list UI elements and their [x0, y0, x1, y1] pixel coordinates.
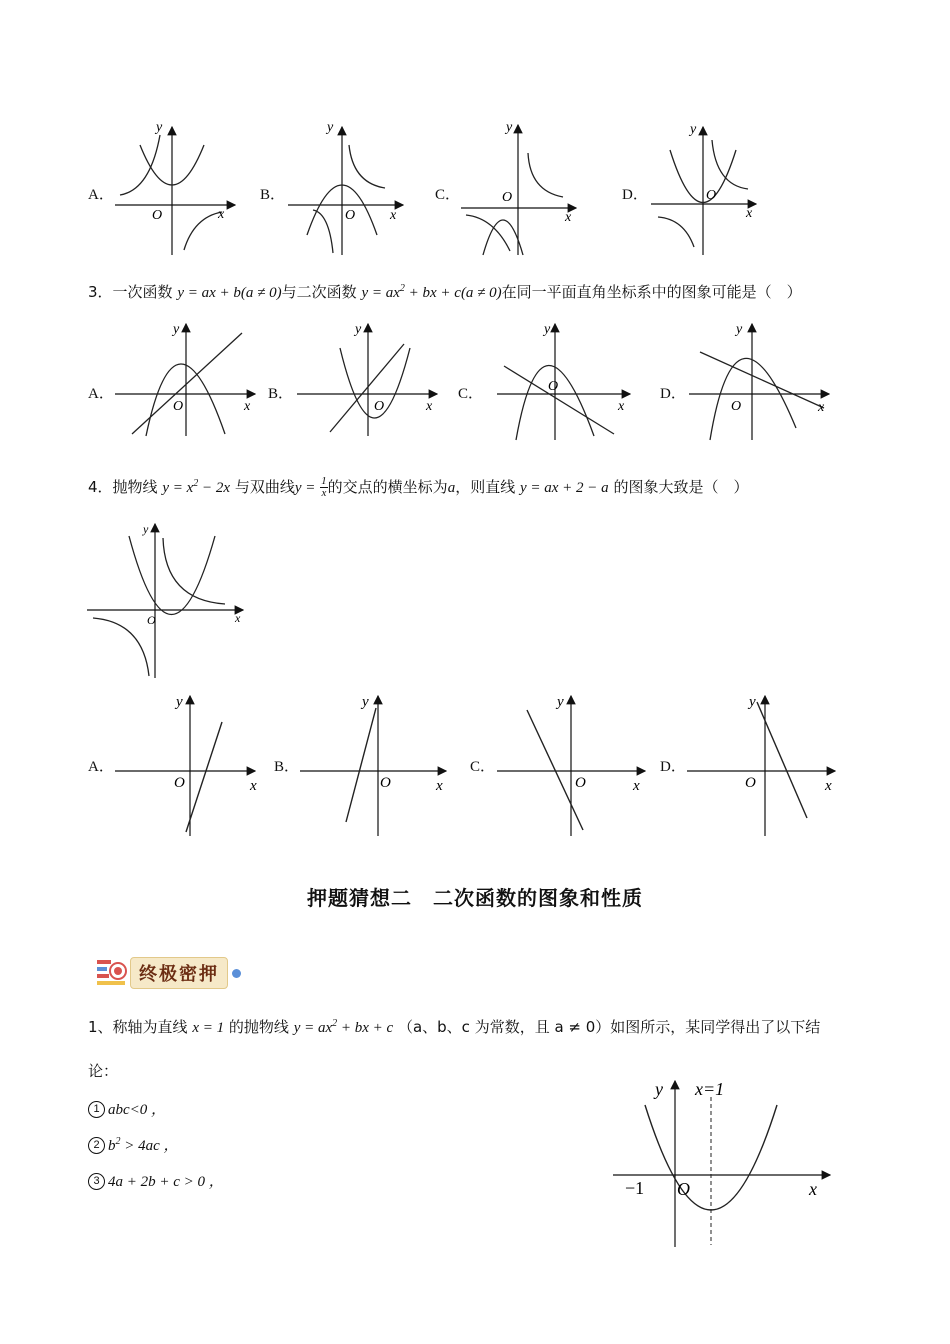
x-axis-label: x	[390, 208, 397, 223]
x-axis-label: x	[244, 399, 251, 414]
origin-label: O	[147, 613, 156, 627]
y-axis-label: y	[156, 120, 163, 135]
x-axis-label: x	[618, 399, 625, 414]
y-axis-label: y	[506, 120, 513, 135]
q2-option-d-label[interactable]: D．	[622, 187, 648, 203]
x-axis-label: x	[818, 400, 825, 415]
q4-var-a: a	[447, 480, 456, 496]
q4-line-eq: y = ax + 2 − a	[519, 480, 609, 496]
y-axis-label: y	[736, 322, 743, 337]
y-axis-label: y	[690, 122, 697, 137]
x-axis-label: x	[426, 399, 433, 414]
q4-text-4: ，则直线	[455, 478, 516, 496]
q3-option-a-label[interactable]: A．	[88, 386, 114, 402]
question-number: 4．	[88, 478, 113, 496]
q4-fraction: $\frac{1}{x}$	[321, 475, 327, 499]
conclusion-text: 4a + 2b + c > 0 ，	[108, 1174, 224, 1190]
q2-graph-b	[285, 115, 410, 257]
p1-text-c: （a、b、c 为常数，且 a ≠ 0）如图所示，某同学得出了以下结	[397, 1018, 821, 1036]
origin-label: O	[575, 775, 586, 791]
q4-option-a-label[interactable]: A．	[88, 759, 114, 775]
q4-graph-b	[298, 690, 450, 840]
q3-option-d-label[interactable]: D．	[660, 386, 686, 402]
q2-option-a-label[interactable]: A．	[88, 187, 114, 203]
q4-text-2: 与双曲线	[234, 478, 295, 496]
q3-option-b-label[interactable]: B．	[268, 386, 294, 402]
origin-label: O	[745, 775, 756, 791]
y-axis-label: y	[557, 694, 564, 710]
circled-number: 1	[88, 1101, 105, 1118]
origin-label: O	[706, 188, 717, 203]
origin-label: O	[502, 190, 513, 205]
question-4-text	[88, 476, 748, 499]
y-axis-label: y	[143, 522, 149, 536]
q4-graph-c	[495, 690, 650, 840]
circled-number: 3	[88, 1173, 105, 1190]
conclusion-text: abc<0 ，	[108, 1102, 167, 1118]
q3-text-3: 在同一平面直角坐标系中的图象可能是（ ）	[501, 283, 802, 301]
q2-option-b-label[interactable]: B．	[260, 187, 286, 203]
q4-parabola-eq: $y = x^2 - 2x$	[162, 478, 231, 496]
q3-text-1: 一次函数	[112, 283, 173, 301]
problem-1-line-1	[88, 1016, 820, 1037]
q2-graph-c	[458, 115, 583, 257]
y-axis-label: y	[544, 322, 551, 337]
y-axis-label: y	[655, 1079, 663, 1099]
q3-cond: (a ≠ 0)	[240, 285, 282, 301]
y-axis-label: y	[362, 694, 369, 710]
q4-hyperbola-lhs: y =	[294, 480, 316, 496]
conclusion-1	[88, 1098, 166, 1119]
x-axis-label: x	[218, 207, 225, 222]
q3-cond-2: (a ≠ 0)	[460, 285, 502, 301]
question-number: 3．	[88, 283, 113, 301]
q3-option-c-label[interactable]: C．	[458, 386, 484, 402]
origin-label: O	[731, 399, 742, 414]
q4-text-1: 抛物线	[112, 478, 158, 496]
origin-label: O	[380, 775, 391, 791]
p1-axis-eq: x = 1	[192, 1020, 225, 1036]
minus-one-label: −1	[625, 1178, 645, 1198]
q2-graph-a	[110, 115, 240, 257]
q4-text-3: 的交点的横坐标为	[327, 478, 448, 496]
q3-graph-a	[110, 318, 260, 438]
conclusion-text: $b^2 > 4ac$ ，	[108, 1136, 179, 1154]
q2-graph-d	[648, 115, 763, 257]
q3-graph-d	[684, 318, 834, 443]
x-axis-label: x	[565, 210, 572, 225]
q3-graph-c	[492, 318, 637, 443]
conclusion-3	[88, 1170, 224, 1191]
badge-dot	[232, 969, 241, 978]
p1-text-a: 1、称轴为直线	[88, 1018, 188, 1036]
q4-reference-graph	[85, 518, 250, 683]
problem-1-graph	[605, 1075, 835, 1250]
origin-label: O	[677, 1179, 690, 1199]
target-icon	[96, 957, 130, 989]
question-3-text	[88, 281, 802, 302]
problem-1-line-2: 论：	[88, 1062, 119, 1080]
badge-text: 终极密押	[130, 957, 228, 989]
q3-quadratic-eq: $y = ax^2$ + bx + c	[361, 283, 461, 301]
x-axis-label: x	[633, 778, 640, 794]
origin-label: O	[173, 399, 184, 414]
q3-linear-eq: y = ax + b	[177, 285, 241, 301]
y-axis-label: y	[327, 120, 334, 135]
y-axis-label: y	[355, 322, 362, 337]
conclusion-2	[88, 1134, 179, 1155]
origin-label: O	[152, 208, 163, 223]
axis-of-symmetry-label: x=1	[695, 1079, 725, 1099]
q4-graph-d	[685, 690, 840, 840]
x-axis-label: x	[250, 778, 257, 794]
q4-option-d-label[interactable]: D．	[660, 759, 686, 775]
q4-option-b-label[interactable]: B．	[274, 759, 300, 775]
section-title: 押题猜想二 二次函数的图象和性质	[307, 886, 643, 910]
p1-quadratic-eq: $y = ax^2$ + bx + c	[293, 1018, 394, 1036]
y-axis-label: y	[749, 694, 756, 710]
origin-label: O	[374, 399, 385, 414]
x-axis-label: x	[825, 778, 832, 794]
q3-text-2: 与二次函数	[281, 283, 357, 301]
y-axis-label: y	[176, 694, 183, 710]
q4-option-c-label[interactable]: C．	[470, 759, 496, 775]
p1-text-b: 的抛物线	[228, 1018, 289, 1036]
y-axis-label: y	[173, 322, 180, 337]
q3-graph-b	[292, 318, 442, 438]
x-axis-label: x	[235, 611, 241, 625]
origin-label: O	[548, 379, 559, 394]
origin-label: O	[174, 775, 185, 791]
circled-number: 2	[88, 1137, 105, 1154]
q4-text-5: 的图象大致是（ ）	[613, 478, 749, 496]
x-axis-label: x	[746, 206, 753, 221]
final-prediction-badge	[96, 958, 241, 988]
x-axis-label: x	[436, 778, 443, 794]
origin-label: O	[345, 208, 356, 223]
q2-option-c-label[interactable]: C．	[435, 187, 461, 203]
x-axis-label: x	[809, 1179, 817, 1199]
q4-graph-a	[110, 690, 260, 840]
